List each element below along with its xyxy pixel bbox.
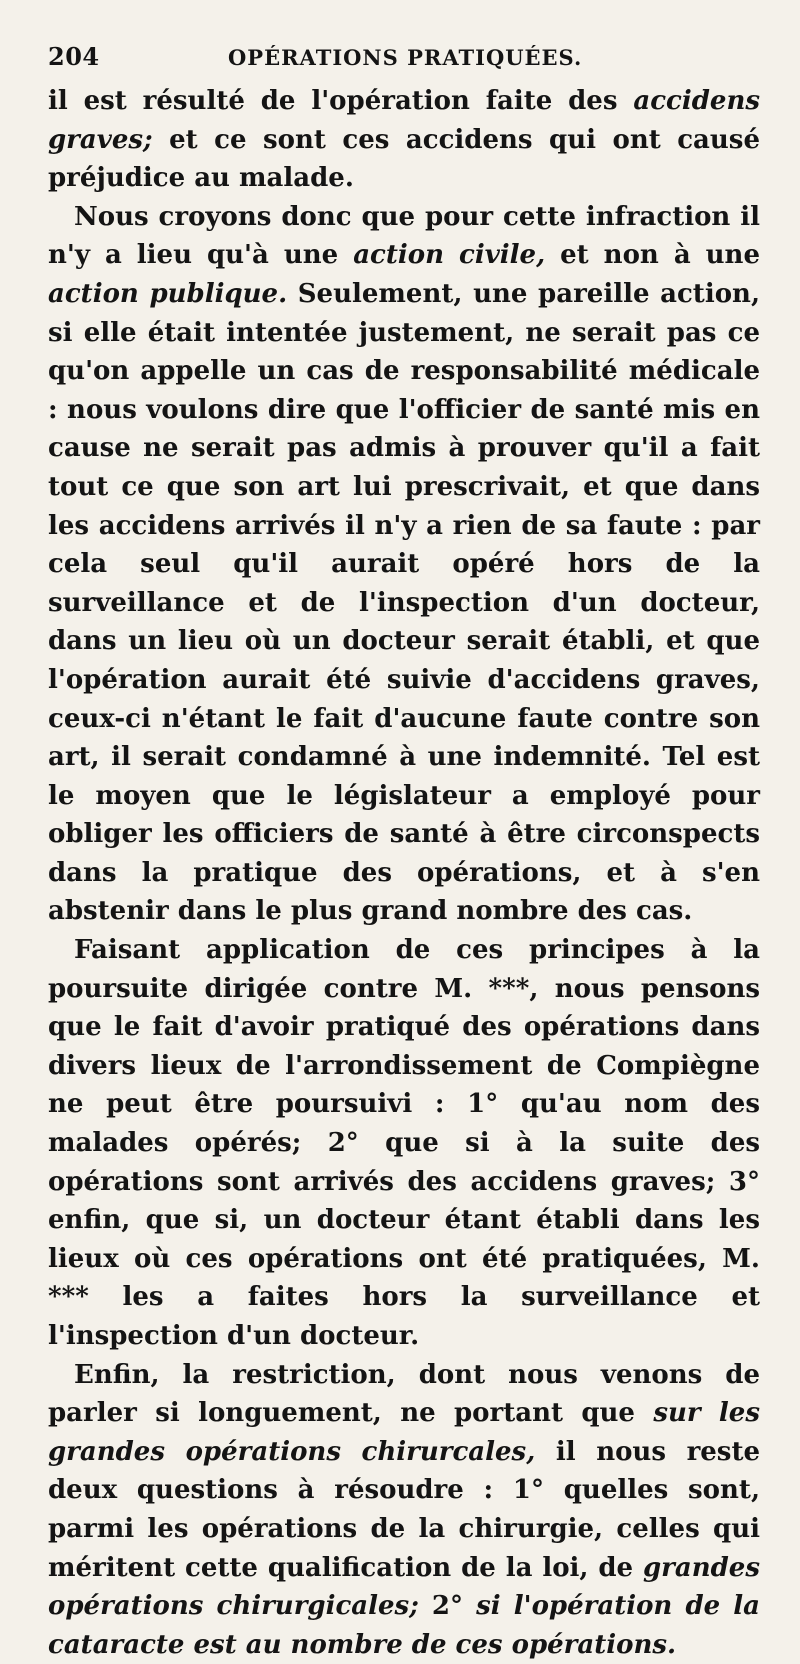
paragraph-4 <box>48 1356 760 1664</box>
text-segment: et non à une <box>545 240 760 271</box>
running-title: OPÉRATIONS PRATIQUÉES. <box>228 45 583 70</box>
paragraph-1 <box>48 82 760 198</box>
italic-text-segment: si l'opération de la cataracte est au nombre de ces opérations. <box>48 1591 760 1660</box>
italic-text-segment: accidens graves; <box>48 86 760 155</box>
page-number: 204 <box>48 42 100 71</box>
text-segment: Enfin, la restriction, dont nous venons de parler si longuement, ne portant que <box>48 1359 760 1429</box>
text-segment: Faisant application de ces principes à la poursuite dirigée contre M. ***, nous pensons que le fait d'avoir pratiqué des opérations dans divers lieux de l'arrondissement de Compiègne ne peut être poursuivi : 1° qu'au nom des malades opérés; 2° que si à la suite des opérations sont arrivés des accidens graves; 3° enfin, que si, un docteur étant établi dans les lieux où ces opérations ont été pratiquées, M. *** les a faites hors la surveillance et l'inspection d'un docteur. <box>48 935 760 1351</box>
italic-text-segment: sur les grandes opérations chirurcales, <box>48 1398 760 1467</box>
text-segment: il nous reste deux questions à résoudre : 1° quelles sont, parmi les opérations de la chirurgie, celles qui méritent cette qualification de la loi, de <box>48 1436 760 1583</box>
page-header <box>48 42 760 82</box>
paragraph-2 <box>48 198 760 931</box>
text-segment: 2° <box>418 1591 477 1622</box>
italic-text-segment: action civile, <box>353 240 546 271</box>
italic-text-segment: action publique. <box>48 278 288 309</box>
text-segment: Nous croyons donc que pour cette infraction il n'y a lieu qu'à une <box>48 201 760 271</box>
text-segment: Seulement, une pareille action, si elle était intentée justement, ne serait pas ce qu'on appelle un cas de responsabilité médicale : nous voulons dire que l'officier de santé mis en cause ne serait pas admis à prouver qu'il a fait tout ce que son art lui prescrivait, et que dans les accidens arrivés il n'y a rien de sa faute : par cela seul qu'il aurait opéré hors de la surveillance et de l'inspection d'un docteur, dans un lieu où un docteur serait établi, et que l'opération aurait été suivie d'accidens graves, ceux-ci n'étant le fait d'aucune faute contre son art, il serait condamné à une indemnité. Tel est le moyen que le législateur a employé pour obliger les officiers de santé à être circonspects dans la pratique des opérations, et à s'en abstenir dans le plus grand nombre des cas. <box>48 278 760 927</box>
italic-text-segment: grandes opérations chirurgicales; <box>48 1552 760 1622</box>
text-segment: il est résulté de l'opération faite des <box>48 86 634 116</box>
body-text <box>48 82 760 1664</box>
text-segment: et ce sont ces accidens qui ont causé préjudice au malade. <box>48 124 760 194</box>
paragraph-3 <box>48 931 760 1356</box>
